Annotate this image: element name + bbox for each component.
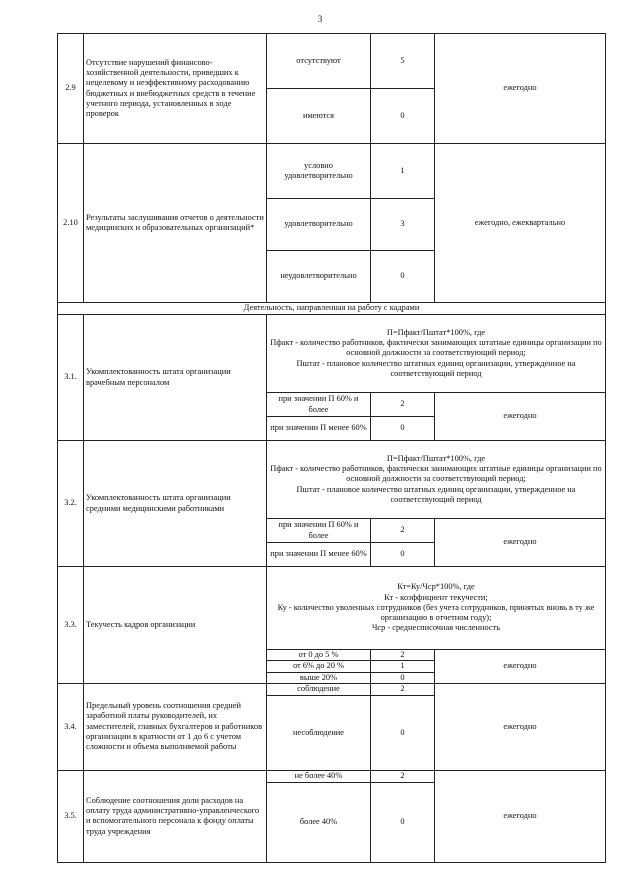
option-label: при значении П менее 60% [267,417,371,441]
option-label: соблюдение [267,683,371,695]
option-score: 0 [371,543,435,567]
option-score: 0 [371,672,435,683]
formula-line: Кт=Ку/Чср*100%, где [397,582,475,592]
row-number: 2.9 [58,34,84,144]
formula-line: Пфакт - количество работников, фактически занимающих штатные единицы организации по основной должности за соответствующий период; [270,464,602,484]
criterion-name: Укомплектованность штата организации средними медицинскими работниками [84,441,267,567]
option-score: 0 [371,782,435,862]
option-label: неудовлетворительно [267,251,371,303]
row-number: 2.10 [58,144,84,303]
option-score: 0 [371,251,435,303]
option-label: условно удовлетворительно [267,144,371,199]
option-label: более 40% [267,782,371,862]
formula-line: Пштат - плановое количество штатных единиц организации, утвержденное на соответствующий период [296,484,576,504]
option-label: при значении П 60% и более [267,519,371,543]
criterion-name: Соблюдение соотношения доли расходов на оплату труда административно-управленческого и вспомогательного персонала к фонду оплаты труда учреждения [84,770,267,862]
option-score: 0 [371,89,435,144]
option-label: при значении П менее 60% [267,543,371,567]
option-score: 2 [371,650,435,661]
row-number: 3.1. [58,315,84,441]
table-row [58,144,606,199]
option-label: от 0 до 5 % [267,650,371,661]
frequency: ежегодно [435,650,606,684]
option-score: 2 [371,683,435,695]
criterion-name: Укомплектованность штата организации врачебным персоналом [84,315,267,441]
formula-line: Кт - коэффициент текучести; [384,592,488,602]
formula-line: П=Пфакт/Пштат*100%, где [386,453,486,463]
row-number: 3.2. [58,441,84,567]
row-number: 3.5. [58,770,84,862]
criterion-name: Результаты заслушивания отчетов о деятельности медицинских и образовательных организаций* [84,144,267,303]
option-label: несоблюдение [267,695,371,770]
frequency: ежегодно [435,393,606,441]
table-row [58,683,606,695]
formula-line: Ку - количество уволенных сотрудников (без учета сотрудников, принятых вновь в ту же организацию в отчетном году); [277,602,595,623]
option-label: отсутствуют [267,34,371,89]
table-row [58,567,606,650]
option-score: 0 [371,417,435,441]
table-row [58,34,606,89]
table-row [58,770,606,782]
criteria-table [57,33,606,863]
option-score: 2 [371,519,435,543]
option-label: выше 20% [267,672,371,683]
table-row [58,441,606,519]
frequency: ежегодно [435,519,606,567]
formula-line: Пфакт - количество работников, фактически занимающих штатные единицы организации по основной должности за соответствующий период; [270,338,602,358]
criterion-name: Отсутствие нарушений финансово-хозяйственной деятельности, приведших к нецелевому и неэффективному расходованию бюджетных и внебюджетных средств в течение учетного периода, установленных в ходе проверок [84,34,267,144]
option-label: от 6% до 20 % [267,661,371,672]
option-score: 1 [371,144,435,199]
option-label: при значении П 60% и более [267,393,371,417]
section-row [58,303,606,315]
section-title: Деятельность, направленная на работу с кадрами [58,303,606,315]
option-score: 2 [371,393,435,417]
criterion-name: Предельный уровень соотношения средней заработной платы руководителей, их заместителей, главных бухгалтеров и работников организации в кратности от 1 до 6 с учетом сложности и объема выполняемой работы [84,683,267,770]
formula-line: Чср - среднесписочная численность [371,623,501,633]
page-number: 3 [317,14,323,24]
option-score: 5 [371,34,435,89]
option-score: 1 [371,661,435,672]
option-label: не более 40% [267,770,371,782]
frequency: ежегодно [435,34,606,144]
formula-cell [267,315,606,393]
option-label: имеются [267,89,371,144]
frequency: ежегодно, ежеквартально [435,144,606,303]
formula-cell [267,567,606,650]
option-score: 3 [371,199,435,251]
formula-line: П=Пфакт/Пштат*100%, где [386,327,486,337]
option-score: 0 [371,695,435,770]
table-row [58,315,606,393]
criterion-name: Текучесть кадров организации [84,567,267,684]
frequency: ежегодно [435,683,606,770]
formula-line: Пштат - плановое количество штатных единиц организации, утвержденное на соответствующий период [296,358,576,378]
option-label: удовлетворительно [267,199,371,251]
option-score: 2 [371,770,435,782]
frequency: ежегодно [435,770,606,862]
row-number: 3.4. [58,683,84,770]
formula-cell [267,441,606,519]
row-number: 3.3. [58,567,84,684]
